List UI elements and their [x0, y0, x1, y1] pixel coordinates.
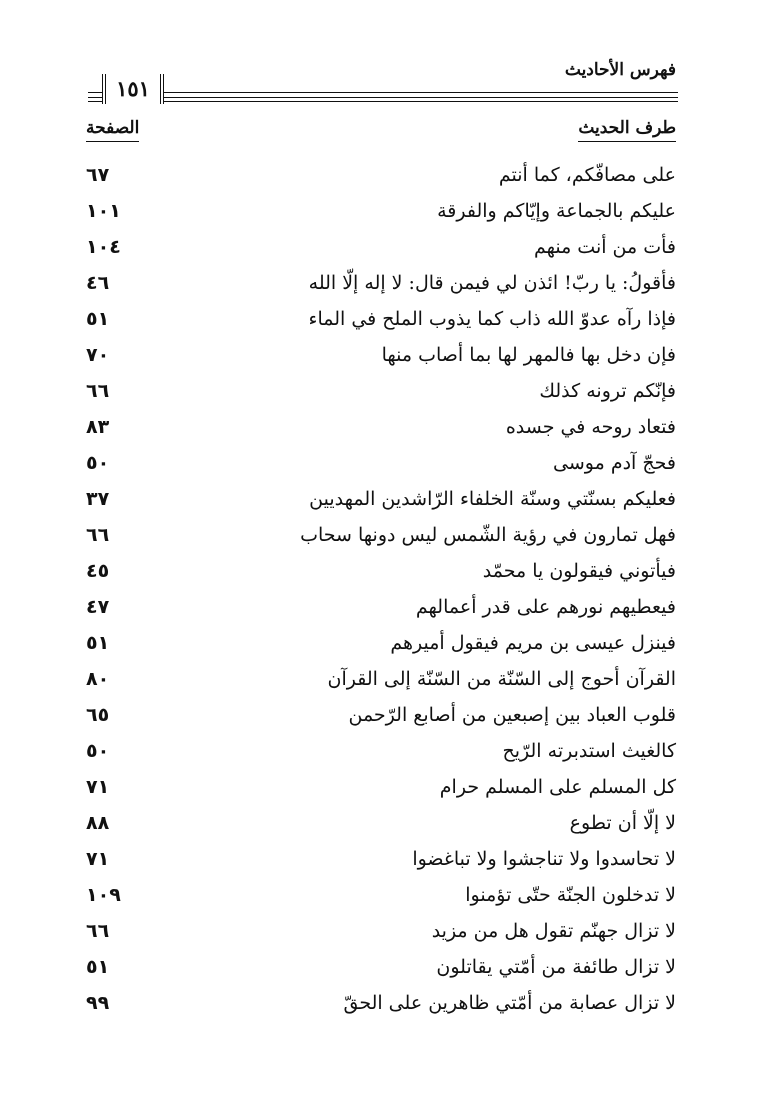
index-entry	[86, 412, 676, 448]
hadith-text: فعليكم بسنّتي وسنّة الخلفاء الرّاشدين المهديين	[309, 488, 676, 510]
page-ref: ١٠٤	[86, 236, 121, 258]
index-entry	[86, 268, 676, 304]
hadith-text: فأت من أنت منهم	[533, 236, 676, 258]
hadith-text: لا إلّا أن تطوع	[569, 812, 676, 834]
index-entry	[86, 592, 676, 628]
column-header-hadith: طرف الحديث	[578, 118, 676, 142]
column-header-page: الصفحة	[86, 118, 139, 142]
page-ref: ٥١	[86, 956, 110, 978]
page-ref: ٨٠	[86, 668, 110, 690]
page-ref: ٥١	[86, 632, 110, 654]
index-entry	[86, 808, 676, 844]
index-entry	[86, 448, 676, 484]
index-entry	[86, 736, 676, 772]
page-ref: ٥٠	[86, 740, 110, 762]
index-entry	[86, 196, 676, 232]
hadith-text: على مصافّكم، كما أنتم	[498, 164, 676, 186]
index-entry	[86, 952, 676, 988]
page-number-frame	[88, 74, 178, 104]
index-entry	[86, 844, 676, 880]
page-ref: ٤٧	[86, 596, 110, 618]
page-ref: ٤٦	[86, 272, 110, 294]
index-entry	[86, 772, 676, 808]
hadith-text: القرآن أحوج إلى السّنّة من السّنّة إلى القرآن	[327, 668, 676, 690]
hadith-text: كالغيث استدبرته الرّيح	[502, 740, 676, 762]
hadith-text: فإذا رآه عدوّ الله ذاب كما يذوب الملح في الماء	[308, 308, 676, 330]
page-ref: ٦٦	[86, 380, 110, 402]
index-entry	[86, 304, 676, 340]
index-entry	[86, 916, 676, 952]
index-entry	[86, 340, 676, 376]
page-ref: ٩٩	[86, 992, 110, 1014]
index-entry	[86, 880, 676, 916]
page-ref: ٥٠	[86, 452, 110, 474]
hadith-text: لا تزال طائفة من أمّتي يقاتلون	[436, 956, 676, 978]
page-ref: ٦٦	[86, 524, 110, 546]
hadith-text: لا تحاسدوا ولا تناجشوا ولا تباغضوا	[412, 848, 676, 870]
hadith-text: قلوب العباد بين إصبعين من أصابع الرّحمن	[348, 704, 676, 726]
hadith-text: لا تدخلون الجنّة حتّى تؤمنوا	[465, 884, 676, 906]
page-ref: ٧٠	[86, 344, 110, 366]
hadith-text: كل المسلم على المسلم حرام	[439, 776, 676, 798]
page-ref: ٤٥	[86, 560, 110, 582]
hadith-text: فهل تمارون في رؤية الشّمس ليس دونها سحاب	[300, 524, 676, 546]
page-ref: ٧١	[86, 848, 110, 870]
page-ref: ٦٦	[86, 920, 110, 942]
index-entry	[86, 232, 676, 268]
index-entry	[86, 700, 676, 736]
index-entry	[86, 556, 676, 592]
hadith-text: لا تزال جهنّم تقول هل من مزيد	[431, 920, 676, 942]
page-ref: ١٠١	[86, 200, 121, 222]
page-ref: ٦٧	[86, 164, 110, 186]
running-title: فهرس الأحاديث	[564, 60, 676, 80]
hadith-text: فيعطيهم نورهم على قدر أعمالهم	[415, 596, 676, 618]
hadith-text: فحجّ آدم موسى	[553, 452, 676, 474]
index-entry	[86, 520, 676, 556]
index-entry	[86, 664, 676, 700]
index-entry	[86, 376, 676, 412]
hadith-text: فأقولُ: يا ربّ! ائذن لي فيمن قال: لا إله إلّا الله	[308, 272, 676, 294]
hadith-text: لا تزال عصابة من أمّتي ظاهرين على الحقّ	[343, 992, 676, 1014]
index-entry	[86, 484, 676, 520]
page-ref: ١٠٩	[86, 884, 121, 906]
page-ref: ٨٨	[86, 812, 110, 834]
hadith-text: فتعاد روحه في جسده	[505, 416, 676, 438]
hadith-text: فإن دخل بها فالمهر لها بما أصاب منها	[381, 344, 676, 366]
page-number: ١٥١	[102, 74, 164, 104]
hadith-text: عليكم بالجماعة وإيّاكم والفرقة	[437, 200, 676, 222]
hadith-text: فيأتوني فيقولون يا محمّد	[482, 560, 676, 582]
hadith-index-list	[86, 160, 676, 1024]
page-ref: ٦٥	[86, 704, 110, 726]
page-ref: ٥١	[86, 308, 110, 330]
hadith-text: فإنّكم ترونه كذلك	[539, 380, 676, 402]
page-ref: ٧١	[86, 776, 110, 798]
hadith-text: فينزل عيسى بن مريم فيقول أميرهم	[390, 632, 676, 654]
page-ref: ٣٧	[86, 488, 110, 510]
index-entry	[86, 628, 676, 664]
index-entry	[86, 160, 676, 196]
index-entry	[86, 988, 676, 1024]
page-ref: ٨٣	[86, 416, 110, 438]
